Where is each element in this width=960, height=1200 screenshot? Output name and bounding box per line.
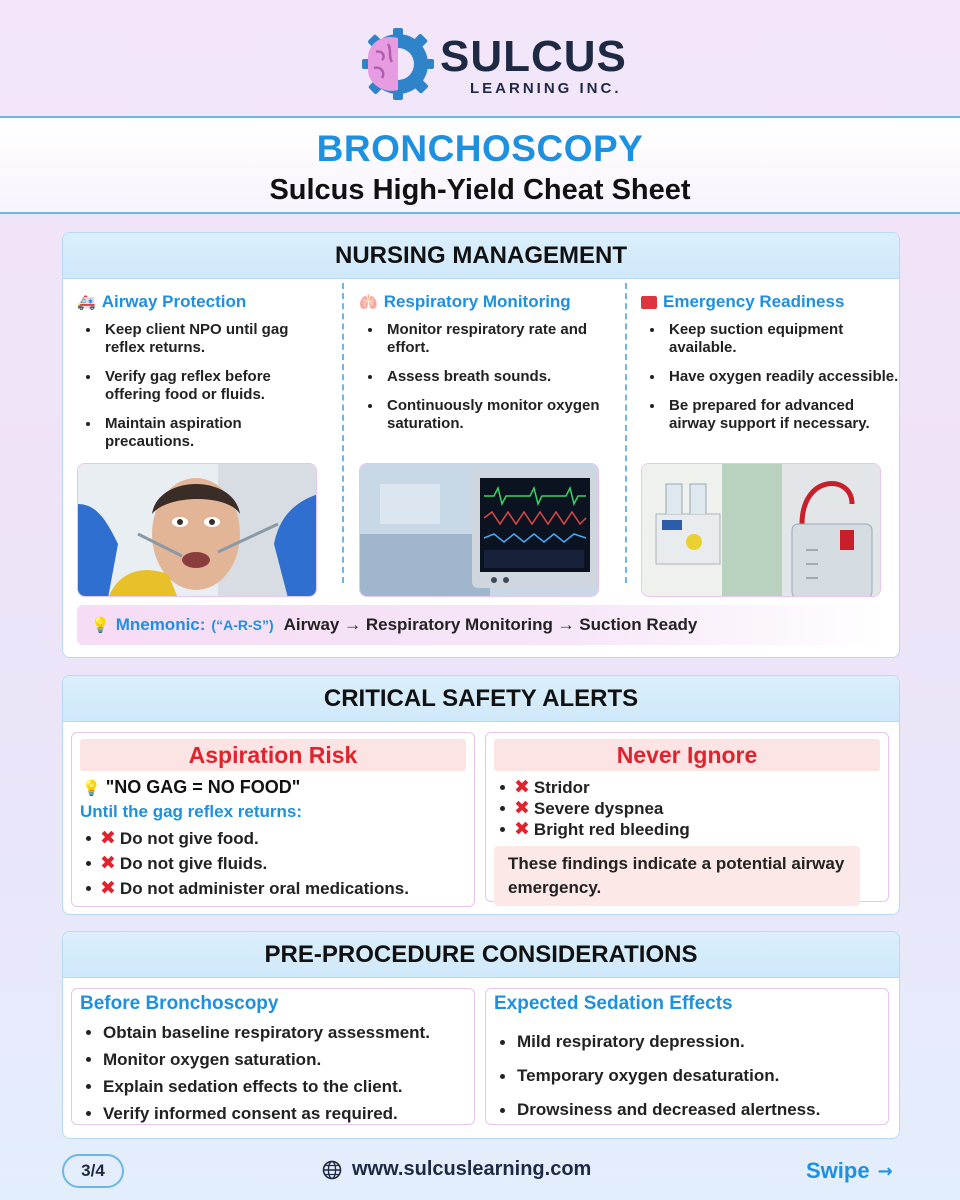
- patient-being-examined-photo: [77, 463, 317, 597]
- list-item: • Have oxygen readily accessible.: [665, 368, 900, 386]
- globe-icon: [322, 1160, 342, 1180]
- list-item: • Assess breath sounds.: [383, 368, 611, 386]
- ambulance-icon: 🚑: [77, 293, 96, 311]
- lungs-icon: 🫁: [359, 293, 378, 311]
- list-item: ✖ Severe dyspnea: [500, 798, 888, 819]
- section-heading: CRITICAL SAFETY ALERTS: [63, 676, 899, 722]
- column-title: 🚑 Airway Protection: [77, 292, 247, 311]
- list-item: • Maintain aspiration precautions.: [101, 415, 329, 451]
- column-title: Emergency Readiness: [641, 289, 900, 315]
- card-title: Expected Sedation Effects: [494, 993, 733, 1014]
- list-item: • Keep suction equipment available.: [665, 321, 900, 357]
- list-item: Explain sedation effects to the client.: [86, 1073, 474, 1100]
- list-item: • Continuously monitor oxygen saturation.: [383, 397, 611, 433]
- aspiration-risk-card: [71, 732, 475, 907]
- section-heading: PRE-PROCEDURE CONSIDERATIONS: [63, 932, 899, 978]
- brand-subtitle: LEARNING INC.: [470, 80, 622, 97]
- page-title: BRONCHOSCOPY: [316, 128, 644, 169]
- list-item: • Be prepared for advanced airway support if necessary.: [665, 397, 900, 433]
- list-item: Obtain baseline respiratory assessment.: [86, 1019, 474, 1046]
- x-mark-icon: ✖: [514, 797, 530, 819]
- page-subtitle: Sulcus High-Yield Cheat Sheet: [269, 174, 691, 206]
- list-item: Verify informed consent as required.: [86, 1100, 474, 1127]
- website-link[interactable]: www.sulcuslearning.com: [322, 1158, 591, 1181]
- x-mark-icon: ✖: [100, 877, 116, 899]
- mnemonic-text: Airway → Respiratory Monitoring → Suction Ready: [283, 615, 698, 634]
- emergency-note: These findings indicate a potential airway emergency.: [494, 846, 860, 906]
- before-bronchoscopy-card: [71, 988, 475, 1125]
- section-heading: NURSING MANAGEMENT: [63, 233, 899, 279]
- list-item: Temporary oxygen desaturation.: [500, 1059, 888, 1093]
- suction-equipment-photo: [641, 463, 881, 597]
- column-title: 🫁 Respiratory Monitoring: [359, 292, 571, 311]
- list-item: • Verify gag reflex before offering food or fluids.: [101, 368, 329, 404]
- list-item: ✖ Do not administer oral medications.: [86, 876, 474, 901]
- card-title: Before Bronchoscopy: [80, 993, 279, 1014]
- list-item: • Monitor respiratory rate and effort.: [383, 321, 611, 357]
- list-item: Mild respiratory depression.: [500, 1025, 888, 1059]
- mnemonic-label: Mnemonic:: [115, 615, 206, 634]
- mnemonic-code: (“A-R-S”): [211, 617, 274, 633]
- x-mark-icon: ✖: [100, 827, 116, 849]
- card-title: Aspiration Risk: [80, 739, 466, 771]
- arrow-right-icon: →: [877, 1160, 893, 1182]
- x-mark-icon: ✖: [514, 818, 530, 840]
- list-item: ✖ Do not give food.: [86, 826, 474, 851]
- toolbox-icon: [641, 296, 657, 309]
- column-divider: [342, 283, 344, 583]
- lightbulb-icon: 💡: [91, 616, 110, 634]
- list-item: • Keep client NPO until gag reflex returns.: [101, 321, 329, 357]
- swipe-button[interactable]: Swipe →: [806, 1158, 893, 1183]
- rule-line: 💡 "NO GAG = NO FOOD": [82, 777, 301, 797]
- brand-name: SULCUS: [440, 32, 627, 81]
- nursing-management-section: [62, 232, 900, 658]
- lightbulb-icon: 💡: [82, 779, 101, 797]
- mnemonic-banner: [77, 605, 885, 645]
- list-item: Drowsiness and decreased alertness.: [500, 1093, 888, 1127]
- list-item: ✖ Stridor: [500, 777, 888, 798]
- patient-monitor-photo: [359, 463, 599, 597]
- pre-procedure-section: [62, 931, 900, 1139]
- card-title: Never Ignore: [494, 739, 880, 771]
- critical-safety-alerts-section: [62, 675, 900, 915]
- list-item: ✖ Bright red bleeding: [500, 819, 888, 840]
- never-ignore-card: [485, 732, 889, 902]
- x-mark-icon: ✖: [100, 852, 116, 874]
- title-band: [0, 116, 960, 214]
- list-item: Monitor oxygen saturation.: [86, 1046, 474, 1073]
- sedation-effects-card: [485, 988, 889, 1125]
- until-line: Until the gag reflex returns:: [80, 802, 302, 821]
- list-item: ✖ Do not give fluids.: [86, 851, 474, 876]
- page-indicator: 3/4: [62, 1154, 124, 1188]
- x-mark-icon: ✖: [514, 776, 530, 798]
- brand-header: [0, 22, 960, 102]
- brain-gear-logo-icon: [362, 28, 434, 100]
